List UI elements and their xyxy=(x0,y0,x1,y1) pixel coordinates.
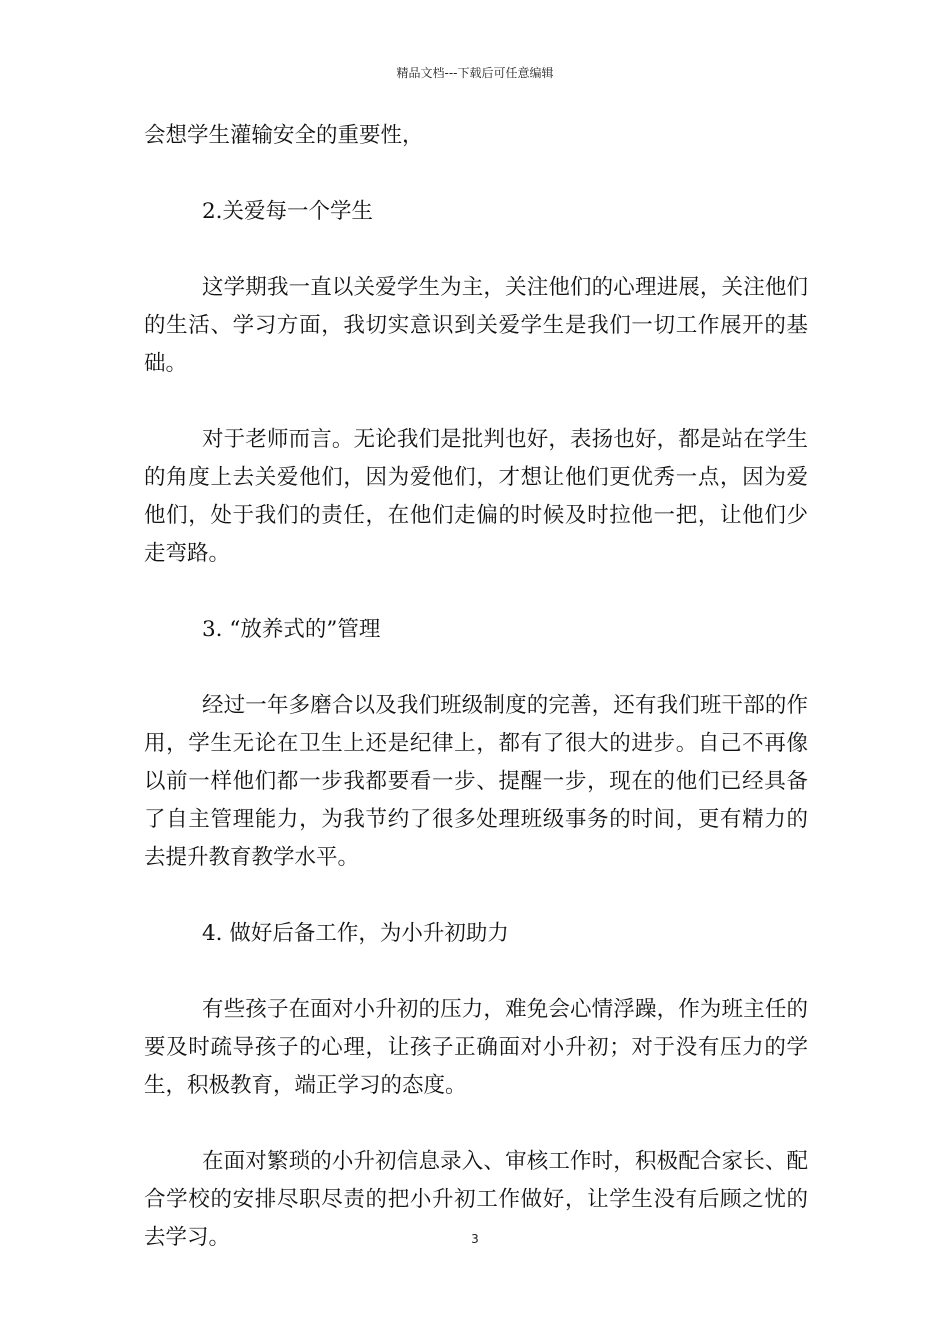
paragraph-free-management: 经过一年多磨合以及我们班级制度的完善，还有我们班干部的作用，学生无论在卫生上还是纪律上，都有了很大的进步。自己不再像以前一样他们都一步我都要看一步、提醒一步，现在的他们已经具备了自主管理能力，为我节约了很多处理班级事务的时间，更有精力的去提升教育教学水平。 xyxy=(144,693,808,870)
page-header: 精品文档---下载后可任意编辑 xyxy=(396,66,554,80)
section-heading-4: 4. 做好后备工作，为小升初助力 xyxy=(202,921,509,946)
paragraph-admin-work: 在面对繁琐的小升初信息录入、审核工作时，积极配合家长、配合学校的安排尽职尽责的把小升初工作做好，让学生没有后顾之忧的去学习。 xyxy=(144,1149,808,1250)
paragraph-continuation: 会想学生灌输安全的重要性， xyxy=(144,123,424,148)
page-number: 3 xyxy=(471,1232,479,1246)
paragraph-teacher-perspective: 对于老师而言。无论我们是批判也好，表扬也好，都是站在学生的角度上去关爱他们，因为爱他们，才想让他们更优秀一点，因为爱他们，处于我们的责任，在他们走偏的时候及时拉他一把，让他们少走弯路。 xyxy=(144,427,808,566)
document-body xyxy=(144,117,808,1257)
section-heading-3: 3. “放养式的”管理 xyxy=(202,617,381,642)
paragraph-exam-pressure: 有些孩子在面对小升初的压力，难免会心情浮躁，作为班主任的要及时疏导孩子的心理，让孩子正确面对小升初；对于没有压力的学生，积极教育，端正学习的态度。 xyxy=(144,997,808,1098)
section-heading-2: 2.关爱每一个学生 xyxy=(202,199,374,224)
paragraph-care-students: 这学期我一直以关爱学生为主，关注他们的心理进展，关注他们的生活、学习方面，我切实意识到关爱学生是我们一切工作展开的基础。 xyxy=(144,275,808,376)
